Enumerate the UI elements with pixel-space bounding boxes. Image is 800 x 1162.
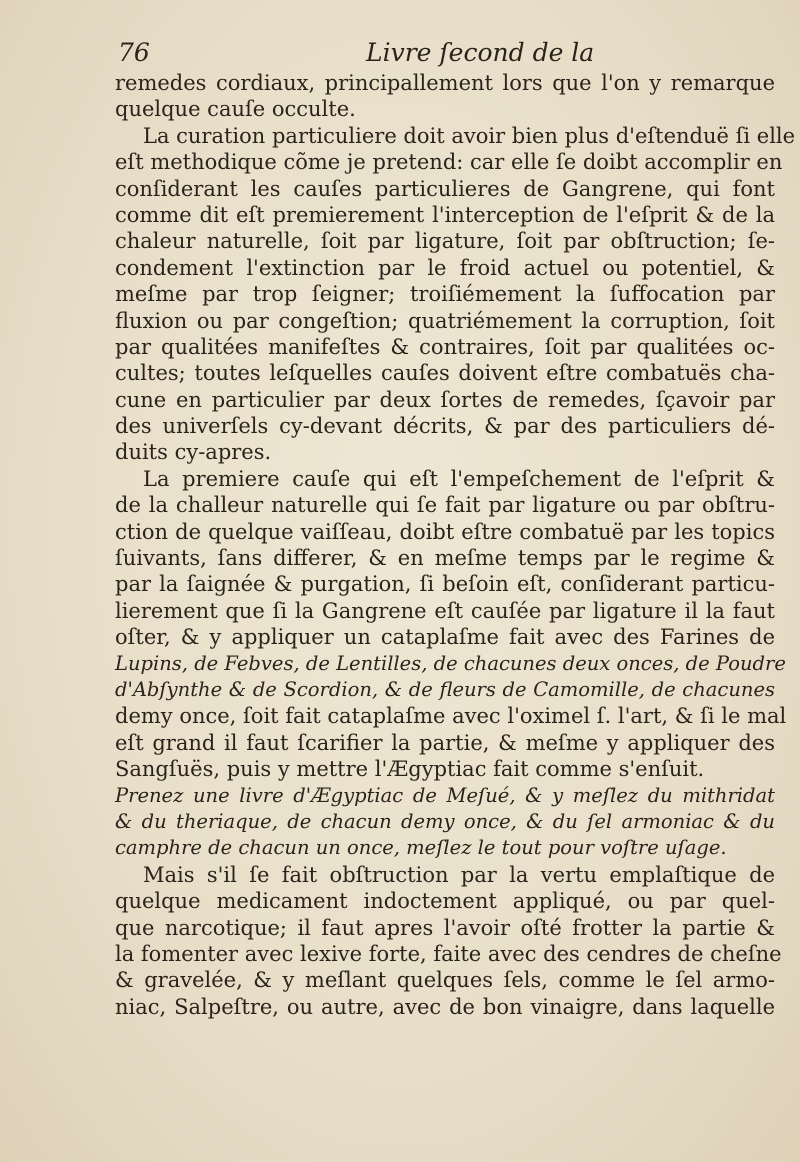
text-line: condement l'extinction par le froid actuel ou potentiel, & (115, 255, 775, 280)
text-line: la fomenter avec lexive forte, faite avec des cendres de cheſne (115, 941, 782, 966)
text-line: demy once, ſoit fait cataplaſme avec l'oximel ſ. l'art, & ſi le mal (115, 704, 787, 729)
text-line: La curation particuliere doit avoir bien plus d'eſtenduë ſi elle (143, 123, 796, 148)
text-line: de la challeur naturelle qui ſe fait par ligature ou par obſtru- (115, 493, 775, 518)
page-number: 76 (118, 38, 150, 67)
text-line: lierement que ſi la Gangrene eſt cauſée par ligature il la faut (115, 598, 775, 623)
text-line: Lupins, de Febves, de Lentilles, de chacunes deux onces, de Poudre (115, 651, 786, 675)
text-line: cultes; toutes leſquelles cauſes doivent eſtre combatuës cha- (115, 361, 775, 386)
page-header (118, 38, 778, 74)
text-line: ction de quelque vaiſſeau, doibt eſtre combatuë par les topics (115, 519, 775, 544)
text-line: La premiere cauſe qui eſt l'empeſchement de l'eſprit & (143, 466, 775, 491)
body-text (115, 70, 796, 1020)
text-line: niac, Salpeſtre, ou autre, avec de bon vinaigre, dans laquelle (115, 994, 775, 1019)
text-line: Mais s'il ſe fait obſtruction par la vertu emplaſtique de (143, 862, 775, 887)
text-line: quelque medicament indoctement appliqué, ou par quel- (115, 889, 775, 914)
text-line: conſiderant les cauſes particulieres de Gangrene, qui font (115, 176, 775, 201)
text-line: Sangſuës, puis y mettre l'Ægyptiac fait comme s'enſuit. (115, 757, 705, 782)
text-line: chaleur naturelle, ſoit par ligature, ſoit par obſtruction; ſe- (115, 229, 775, 254)
text-line: d'Abſynthe & de Scordion, & de fleurs de Camomille, de chacunes (115, 677, 775, 701)
text-line: eſt methodique cõme je pretend: car elle ſe doibt accomplir en (115, 150, 783, 175)
text-line: oſter, & y appliquer un cataplaſme fait avec des Farines de (115, 625, 775, 650)
text-line: meſme par trop ſeigner; troiſiémement la ſuffocation par (115, 282, 775, 307)
text-line: & du theriaque, de chacun demy once, & du ſel armoniac & du (115, 809, 775, 833)
text-line: fluxion ou par congeſtion; quatriémement la corruption, ſoit (115, 308, 775, 333)
text-line: remedes cordiaux, principallement lors que l'on y remarque (115, 71, 775, 95)
text-line: comme dit eſt premierement l'interception de l'eſprit & de la (115, 202, 775, 227)
text-line: par la ſaignée & purgation, ſi beſoin eſt, conſiderant particu- (115, 572, 775, 597)
text-line: cune en particulier par deux ſortes de remedes, ſçavoir par (115, 387, 775, 412)
text-line: que narcotique; il faut apres l'avoir oſté frotter la partie & (115, 915, 775, 940)
text-line: & gravelée, & y meſlant quelques ſels, comme le ſel armo- (115, 968, 775, 993)
text-line: quelque cauſe occulte. (115, 97, 356, 122)
text-line: Prenez une livre d'Ægyptiac de Meſué, & y meſlez du mithridat (115, 783, 775, 807)
text-line: eſt grand il faut ſcarifier la partie, & meſme y appliquer des (115, 730, 775, 755)
text-line: des univerſels cy-devant décrits, & par des particuliers dé- (115, 414, 775, 439)
text-line: par qualitées manifeſtes & contraires, ſoit par qualitées oc- (115, 334, 775, 359)
text-line: ſuivants, ſans differer, & en meſme temps par le regime & (115, 546, 775, 571)
text-line: duits cy-apres. (115, 440, 272, 465)
running-title: Livre ſecond de la (366, 38, 595, 67)
text-line: camphre de chacun un once, meſlez le tout pour voſtre uſage. (115, 836, 727, 860)
